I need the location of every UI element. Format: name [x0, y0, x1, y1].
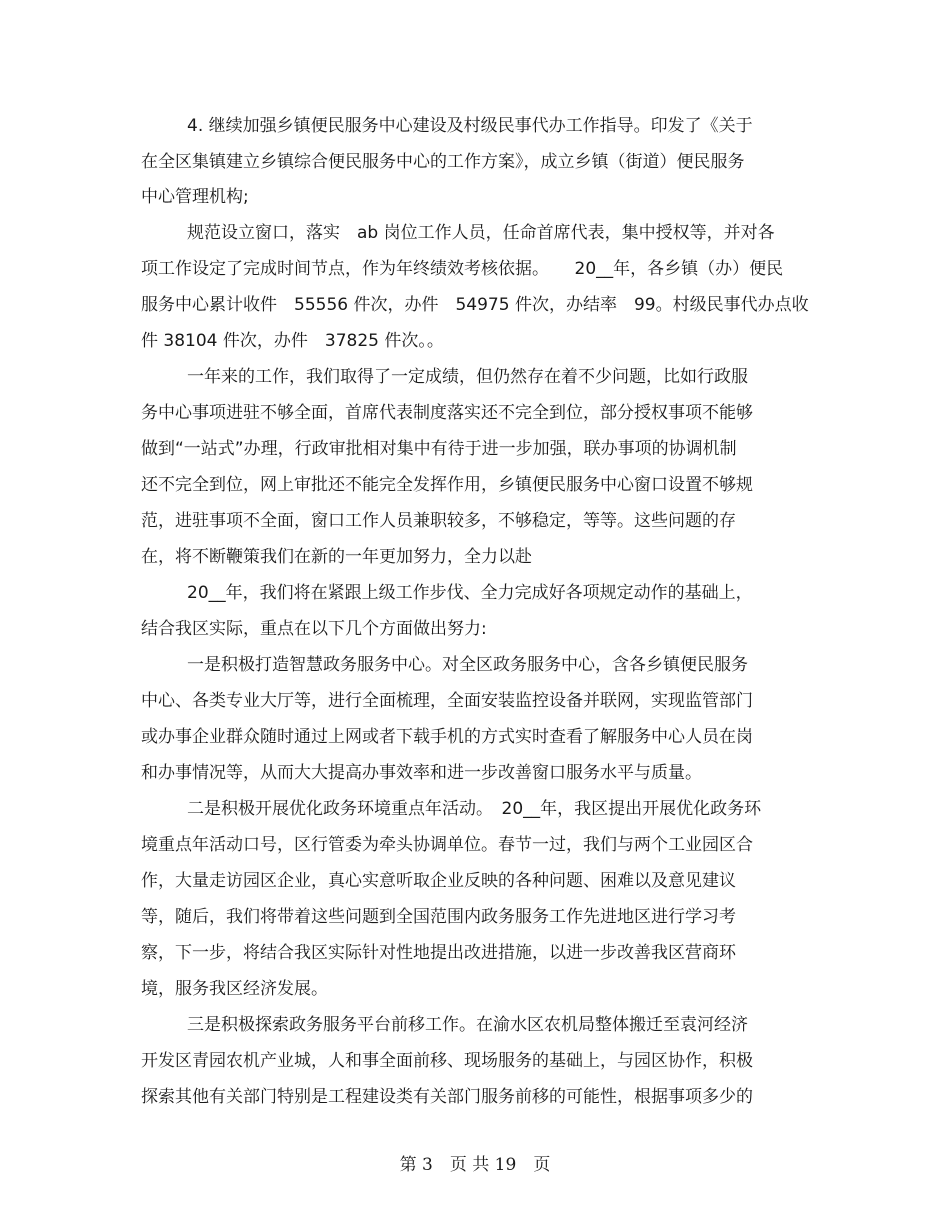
text-line: 察，下一步，将结合我区实际针对性地提出改进措施，以进一步改善我区营商环: [141, 943, 736, 963]
text-line: 一年来的工作，我们取得了一定成绩，但仍然存在着不少问题，比如行政服: [187, 367, 748, 387]
text-line: 探索其他有关部门特别是工程建设类有关部门服务前移的可能性，根据事项多少的: [141, 1087, 753, 1107]
text-line: 件 38104 件次，办件 37825 件次。。: [141, 331, 444, 351]
text-line: 范，进驻事项不全面，窗口工作人员兼职较多，不够稳定，等等。这些问题的存: [141, 511, 736, 531]
text-line: 或办事企业群众随时通过上网或者下载手机的方式实时查看了解服务中心人员在岗: [141, 727, 753, 747]
page-number-footer: 第 3 页 共 19 页: [399, 1155, 551, 1175]
text-line: 中心、各类专业大厅等，进行全面梳理，全面安装监控设备并联网，实现监管部门: [141, 691, 753, 711]
text-line: 中心管理机构;: [141, 187, 249, 207]
text-line: 等，随后，我们将带着这些问题到全国范围内政务服务工作先进地区进行学习考: [141, 907, 736, 927]
text-line: 项工作设定了完成时间节点，作为年终绩效考核依据。 20__年，各乡镇（办）便民: [141, 259, 784, 279]
text-line: 务中心事项进驻不够全面，首席代表制度落实还不完全到位，部分授权事项不能够: [141, 403, 753, 423]
text-line: 做到“一站式”办理，行政审批相对集中有待于进一步加强，联办事项的协调机制: [141, 439, 737, 459]
text-line: 在全区集镇建立乡镇综合便民服务中心的工作方案》，成立乡镇（街道）便民服务: [141, 152, 745, 172]
text-line: 结合我区实际，重点在以下几个方面做出努力:: [141, 619, 487, 639]
text-line: 三是积极探索政务服务平台前移工作。在渝水区农机局整体搬迁至袁河经济: [187, 1015, 748, 1035]
text-line: 4. 继续加强乡镇便民服务中心建设及村级民事代办工作指导。印发了《关于: [187, 116, 753, 136]
text-line: 服务中心累计收件 55556 件次，办件 54975 件次，办结率 99。村级民事代办点收: [141, 295, 809, 315]
text-line: 还不完全到位，网上审批还不能完全发挥作用，乡镇便民服务中心窗口设置不够规: [141, 475, 753, 495]
text-line: 开发区青园农机产业城，人和事全面前移、现场服务的基础上，与园区协作，积极: [141, 1051, 753, 1071]
text-line: 境，服务我区经济发展。: [141, 979, 328, 999]
text-line: 一是积极打造智慧政务服务中心。对全区政务服务中心，含各乡镇便民服务: [187, 655, 748, 675]
text-line: 和办事情况等，从而大大提高办事效率和进一步改善窗口服务水平与质量。: [141, 763, 702, 783]
text-line: 规范设立窗口，落实 ab 岗位工作人员，任命首席代表，集中授权等，并对各: [187, 223, 775, 243]
text-line: 作，大量走访园区企业，真心实意听取企业反映的各种问题、困难以及意见建议: [141, 871, 736, 891]
text-line: 二是积极开展优化政务环境重点年活动。 20__年，我区提出开展优化政务环: [187, 799, 762, 819]
text-line: 在，将不断鞭策我们在新的一年更加努力，全力以赴: [141, 547, 532, 567]
text-line: 境重点年活动口号，区行管委为牵头协调单位。春节一过，我们与两个工业园区合: [141, 835, 753, 855]
text-line: 20__年，我们将在紧跟上级工作步伐、全力完成好各项规定动作的基础上，: [187, 583, 753, 603]
